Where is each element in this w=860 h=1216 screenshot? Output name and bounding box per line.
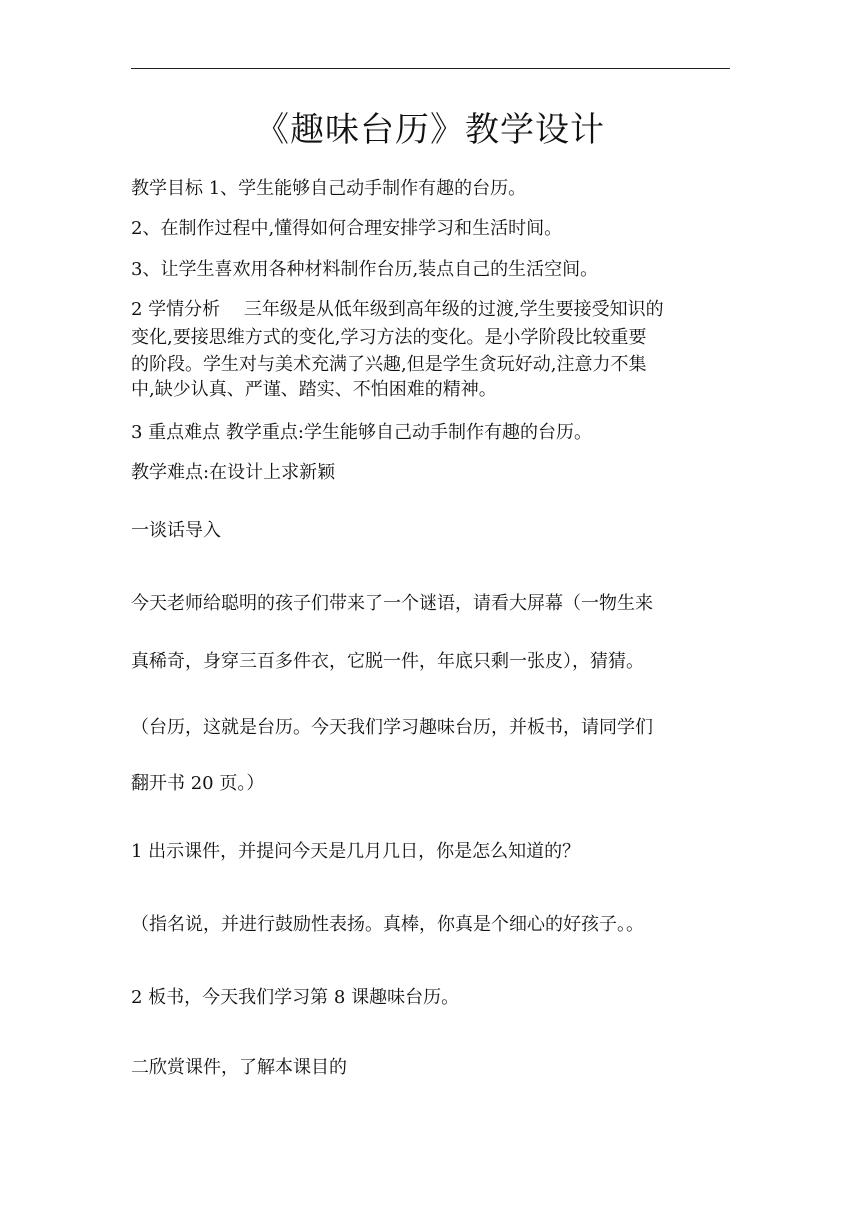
analysis-line-3: 的阶段。学生对与美术充满了兴趣,但是学生贪玩好动,注意力不集 <box>131 354 647 375</box>
intro-line-2: 真稀奇，身穿三百多件衣，它脱一件，年底只剩一张皮），猜猜。 <box>131 651 644 672</box>
section-heading-2: 二欣赏课件，了解本课目的 <box>131 1057 347 1078</box>
key-point: 3 重点难点 教学重点:学生能够自己动手制作有趣的台历。 <box>131 422 592 443</box>
goal-2: 2、在制作过程中,懂得如何合理安排学习和生活时间。 <box>131 218 563 239</box>
intro-line-1: 今天老师给聪明的孩子们带来了一个谜语，请看大屏幕（一物生来 <box>131 593 653 614</box>
answer-line-2: 翻开书 20 页。） <box>131 773 265 794</box>
difficulty: 教学难点:在设计上求新颖 <box>131 462 336 483</box>
header-rule <box>131 68 730 69</box>
document-title: 《趣味台历》教学设计 <box>255 110 605 150</box>
analysis-line-4: 中,缺少认真、严谨、踏实、不怕困难的精神。 <box>131 379 497 400</box>
analysis-line-2: 变化,要接思维方式的变化,学习方法的变化。是小学阶段比较重要 <box>131 327 647 348</box>
step-1: 1 出示课件，并提问今天是几月几日，你是怎么知道的？ <box>131 841 581 862</box>
step-2: 2 板书，今天我们学习第 8 课趣味台历。 <box>131 987 460 1008</box>
step-1-note: （指名说，并进行鼓励性表扬。真棒，你真是个细心的好孩子。。 <box>131 914 644 935</box>
goal-3: 3、让学生喜欢用各种材料制作台历,装点自己的生活空间。 <box>131 259 599 280</box>
section-heading-1: 一谈话导入 <box>131 520 221 541</box>
answer-line-1: （台历，这就是台历。今天我们学习趣味台历，并板书，请同学们 <box>131 717 653 738</box>
goal-1: 教学目标 1、学生能够自己动手制作有趣的台历。 <box>131 178 527 199</box>
analysis-line-1: 2 学情分析 三年级是从低年级到高年级的过渡,学生要接受知识的 <box>131 299 664 320</box>
